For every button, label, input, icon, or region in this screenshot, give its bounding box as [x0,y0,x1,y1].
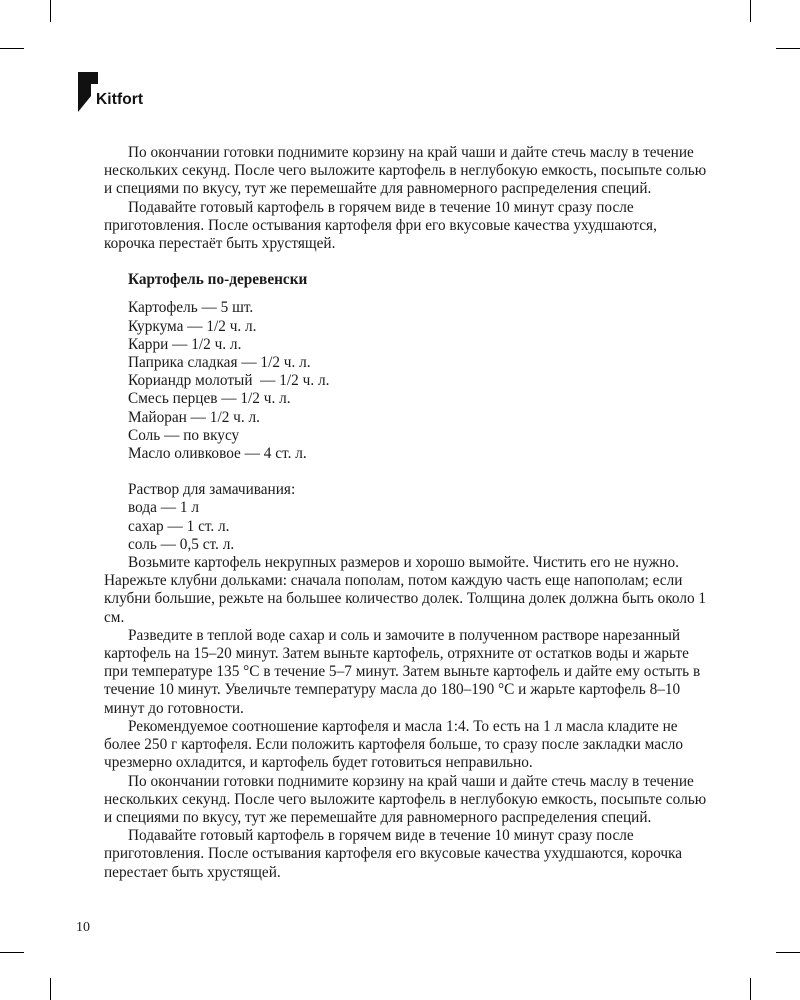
ingredient-item: Масло оливковое — 4 ст. л. [128,445,307,463]
step-paragraph: Возьмите картофель некрупных размеров и хорошо вымойте. Чистить его не нужно. Нарежьте клубни дольками: сначала пополам, потом каждую часть еще напополам; если клубни большие, режьте на большее количество долек. Толщина долек должна быть около 1 см. [104,554,707,626]
intro-paragraph: По окончании готовки поднимите корзину на край чаши и дайте стечь маслу в течение нескольких секунд. После чего выложите картофель в неглубокую емкость, посыпьте солью и специями по вкусу, тут же перемешайте для равномерного распределения специй. [104,144,707,198]
page-number: 10 [76,920,90,935]
solution-item: сахар — 1 ст. л. [128,517,230,535]
step-paragraph: Разведите в теплой воде сахар и соль и замочите в полученном растворе нарезанный картофель на 15–20 минут. Затем выньте картофель, отряхните от остатков воды и жарьте при температуре 135 °С в течение 5–7 минут. Затем выньте картофель и дайте ему остыть в течение 10 минут. Увеличьте температуру масла до 180–190 °С и жарьте картофель 8–10 минут до готовности. [104,626,701,717]
brand-name: Kitfort [96,91,144,108]
intro-paragraph: Подавайте готовый картофель в горячем виде в течение 10 минут сразу после приготовления. После остывания картофеля фри его вкусовые качества ухудшаются, корочка перестаёт быть хрустящей. [104,198,657,253]
step-paragraph: Рекомендуемое соотношение картофеля и масла 1:4. То есть на 1 л масла кладите не более 250 г картофеля. Если положить картофеля больше, то сразу после закладки масло чрезмерно охладится, и картофель будет готовиться неправильно. [104,717,684,772]
ingredient-item: Майоран — 1/2 ч. л. [128,408,260,426]
ingredient-item: Соль — по вкусу [128,426,240,444]
solution-item: вода — 1 л [128,499,199,517]
ingredient-item: Паприка сладкая — 1/2 ч. л. [128,354,311,372]
crop-mark-top-right-v [750,0,751,22]
solution-title: Раствор для замачивания: [128,481,296,499]
crop-mark-bottom-right-v [750,978,751,1000]
crop-mark-bottom-left-h [0,952,24,953]
ingredients-list [104,299,709,463]
crop-mark-top-left-h [0,48,24,49]
solution-list [104,481,709,554]
page-content [104,144,709,882]
ingredient-item: Куркума — 1/2 ч. л. [128,317,257,335]
spacer [104,463,709,481]
ingredient-item: Смесь перцев — 1/2 ч. л. [128,390,291,408]
crop-mark-top-right-h [776,48,800,49]
crop-mark-top-left-v [50,0,51,22]
crop-mark-bottom-right-h [776,952,800,953]
ingredient-item: Карри — 1/2 ч. л. [128,335,242,353]
solution-item: соль — 0,5 ст. л. [128,535,235,553]
step-paragraph: По окончании готовки поднимите корзину на край чаши и дайте стечь маслу в течение нескольких секунд. После чего выложите картофель в неглубокую емкость, посыпьте солью и специями по вкусу, тут же перемешайте для равномерного распределения специй. [104,772,707,826]
ingredient-item: Кориандр молотый — 1/2 ч. л. [128,372,330,390]
recipe-title: Картофель по-деревенски [128,271,308,289]
ingredient-item: Картофель — 5 шт. [128,299,254,317]
crop-mark-bottom-left-v [50,978,51,1000]
step-paragraph: Подавайте готовый картофель в горячем виде в течение 10 минут сразу после приготовления. После остывания картофеля его вкусовые качества ухудшаются, корочка перестает быть хрустящей. [104,827,683,881]
